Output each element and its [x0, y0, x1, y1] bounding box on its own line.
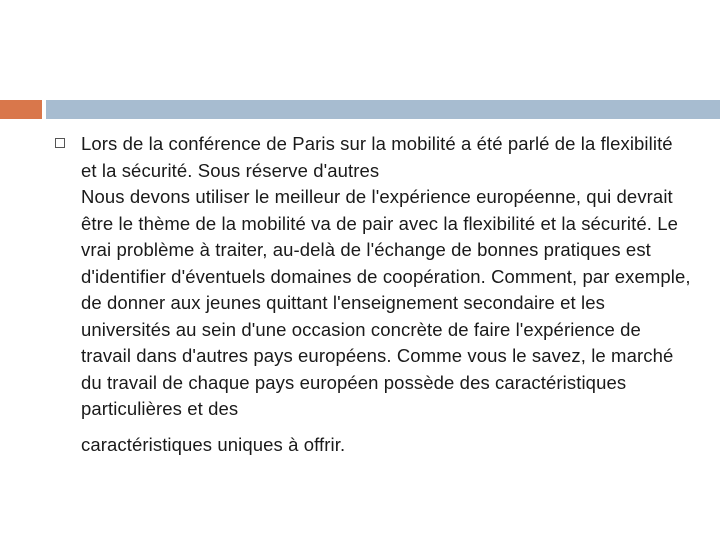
slide-body-text	[81, 131, 691, 458]
paragraph-unique-characteristics: caractéristiques uniques à offrir.	[81, 433, 346, 455]
paragraph-european-experience: Nous devons utiliser le meilleur de l'expérience européenne, qui devrait être le thème de la mobilité va de pair avec la flexibilité et la sécurité. Le vrai problème à traiter, au-delà de l'échange de bonnes pratiques est d'identifier d'éventuels domaines de coopération. Comment, par exemple, de donner aux jeunes quittant l'enseignement secondaire et les universités au sein d'une occasion concrète de faire l'expérience de travail dans d'autres pays européens. Comme vous le savez, le marché du travail de chaque pays européen possède des caractéristiques particulières et des	[81, 186, 691, 419]
paragraph-mobility-paris: Lors de la conférence de Paris sur la mobilité a été parlé de la flexibilité et la sécurité. Sous réserve d'autres	[81, 133, 673, 181]
header-accent-blue	[46, 100, 720, 119]
hollow-square-bullet-icon	[55, 138, 65, 148]
header-accent-orange	[0, 100, 42, 119]
